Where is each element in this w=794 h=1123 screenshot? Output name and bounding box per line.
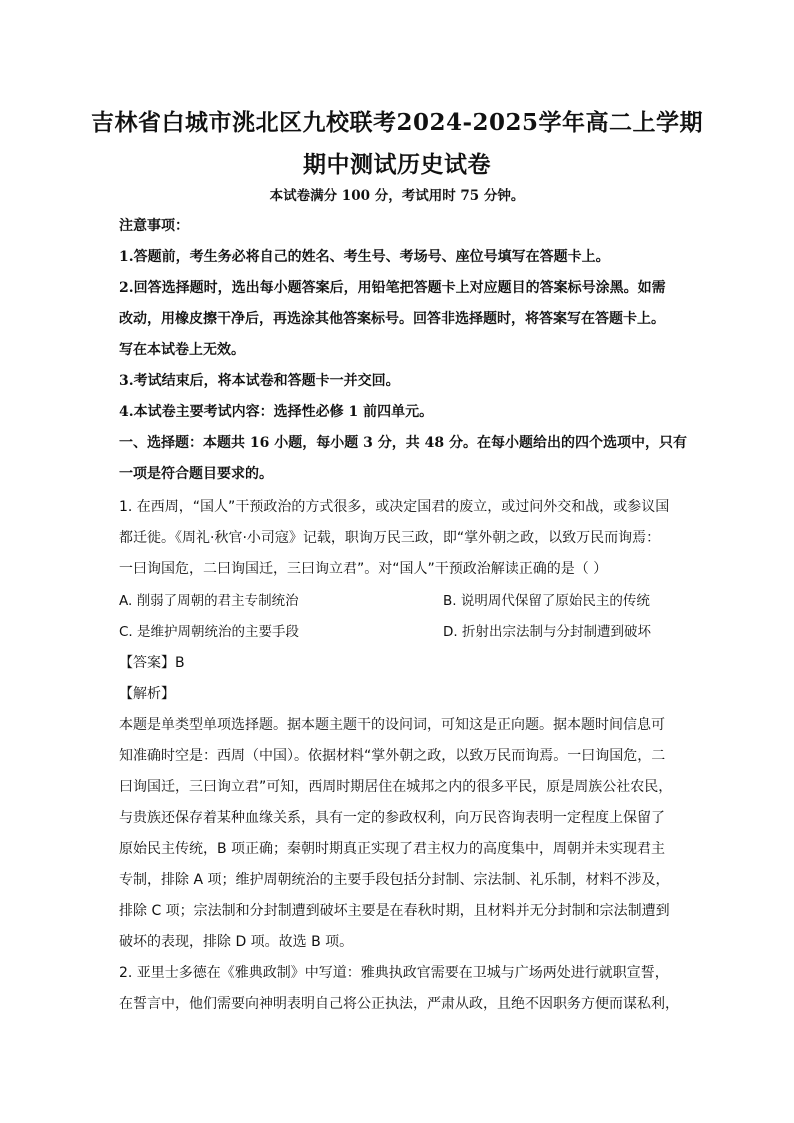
notes-item-2-line2: 改动，用橡皮擦干净后，再选涂其他答案标号。回答非选择题时，将答案写在答题卡上。 xyxy=(119,311,665,327)
analysis-line-6: 专制，排除 A 项；维护周朝统治的主要手段包括分封制、宗法制、礼乐制，材料不涉及， xyxy=(119,872,670,888)
notes-item-2-line3: 写在本试卷上无效。 xyxy=(119,342,245,358)
analysis-line-4: 与贵族还保存着某种血缘关系，具有一定的参政权利，向万民咨询表明一定程度上保留了 xyxy=(119,810,665,826)
question-2-stem-line2: 在誓言中，他们需要向神明表明自己将公正执法，严肃从政，且绝不因职务方便而谋私利， xyxy=(119,996,679,1012)
notes-item-2-line1: 2.回答选择题时，选出每小题答案后，用铅笔把答题卡上对应题目的答案标号涂黑。如需 xyxy=(119,280,666,296)
notes-heading: 注意事项： xyxy=(119,218,189,234)
analysis-line-7: 排除 C 项；宗法制和分封制遭到破坏主要是在春秋时期，且材料并无分封制和宗法制遭到 xyxy=(119,903,670,919)
analysis-line-5: 原始民主传统，B 项正确；秦朝时期真正实现了君主权力的高度集中，周朝并未实现君主 xyxy=(119,841,666,857)
question-1-option-a: A. 削弱了周朝的君主专制统治 xyxy=(119,593,299,609)
analysis-line-3: 曰询国迁，三曰询立君”可知，西周时期居住在城邦之内的很多平民，原是周族公社农民， xyxy=(119,779,673,795)
document-title: 吉林省白城市洮北区九校联考2024-2025学年高二上学期 xyxy=(90,109,704,136)
document-title-line2: 期中测试历史试卷 xyxy=(303,151,491,178)
analysis-line-1: 本题是单类型单项选择题。据本题主题干的设问词，可知这是正向题。据本题时间信息可 xyxy=(119,717,665,733)
question-1-analysis-label: 【解析】 xyxy=(119,686,175,702)
analysis-line-2: 知准确时空是：西周（中国）。依据材料“掌外朝之政，以致万民而询焉。一曰询国危，二 xyxy=(119,748,666,764)
section-heading-line2: 一项是符合题目要求的。 xyxy=(119,466,273,482)
question-1-answer: 【答案】B xyxy=(119,655,185,671)
section-heading-line1: 一、选择题：本题共 16 小题，每小题 3 分，共 48 分。在每小题给出的四个选项中，只有 xyxy=(119,435,687,451)
question-1-stem-line3: 一曰询国危，二曰询国迁，三曰询立君”。对“国人”干预政治解读正确的是（ ） xyxy=(119,561,608,577)
notes-item-3: 3.考试结束后，将本试卷和答题卡一并交回。 xyxy=(119,373,400,389)
notes-item-4: 4.本试卷主要考试内容：选择性必修 1 前四单元。 xyxy=(119,404,434,420)
question-2-stem-line1: 2. 亚里士多德在《雅典政制》中写道：雅典执政官需要在卫城与广场两处进行就职宣誓， xyxy=(119,965,669,981)
notes-item-1: 1.答题前，考生务必将自己的姓名、考生号、考场号、座位号填写在答题卡上。 xyxy=(119,249,610,265)
question-1-option-c: C. 是维护周朝统治的主要手段 xyxy=(119,624,300,640)
analysis-line-8: 破坏的表现，排除 D 项。故选 B 项。 xyxy=(119,934,354,950)
question-1-option-d: D. 折射出宗法制与分封制遭到破坏 xyxy=(443,624,651,640)
exam-subtitle: 本试卷满分 100 分，考试用时 75 分钟。 xyxy=(269,188,525,204)
question-1-stem-line1: 1. 在西周，“国人”干预政治的方式很多，或决定国君的废立，或过问外交和战，或参议国 xyxy=(119,499,670,515)
question-1-option-b: B. 说明周代保留了原始民主的传统 xyxy=(443,593,650,609)
question-1-stem-line2: 都迁徙。《周礼·秋官·小司寇》记载，职询万民三政，即“掌外朝之政，以致万民而询焉： xyxy=(119,530,661,546)
